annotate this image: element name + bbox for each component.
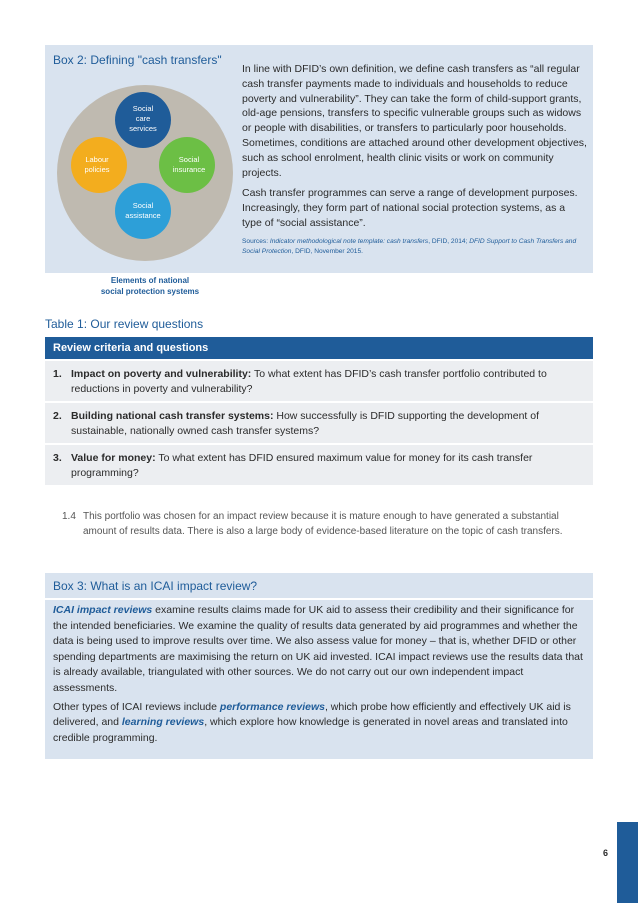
row-number: 1. [53,368,62,380]
node-care-line3: services [129,124,157,133]
row-criterion: Building national cash transfer systems: [71,410,274,422]
row-question: How successfully is DFID supporting the development of sustainable, nationally owned cash transfer systems? [71,410,540,437]
paragraph-number: 1.4 [62,511,76,522]
page-number: 6 [603,848,609,858]
diagram-caption-line1: Elements of national [110,276,190,285]
table-header: Review criteria and questions [45,337,593,359]
box2-paragraph-1: In line with DFID’s own definition, we define cash transfers as “all regular cash transfer payments made to individuals and households to reduce poverty and vulnerability”. They can take the form of child-support grants, old-age pensions, transfers to specific vulnerable groups such as widows or people with disabilities, or transfers to particularly poor households. Sometimes, conditions are attached around other development objectives, such as school enrolment, health clinic visits or work on community projects. [242,63,587,179]
social-protection-diagram [55,73,245,296]
node-care-line2: care [135,114,151,123]
sources-title-1: Indicator methodological note template: cash transfers [269,237,429,245]
row-question: To what extent has DFID ensured maximum value for money for its cash transfer programming? [71,452,533,479]
box2-body [242,62,587,263]
table1-title: Table 1: Our review questions [45,317,204,331]
box3-divider [45,598,593,600]
sources-mid: , DFID, 2014; [428,237,470,245]
box3-body [53,603,588,749]
paragraph-text: This portfolio was chosen for an impact review because it is mature enough to have generated a substantial amount of results data. There is also a large body of evidence-based literature on the topic of cash transfers. [83,511,563,537]
table-row [45,359,593,401]
sources-prefix: Sources: [242,237,270,245]
node-assistance-line1: Social [132,201,154,210]
paragraph-1-4 [62,509,590,539]
page-side-tab [617,822,638,903]
box3-icai-impact-review [45,573,593,759]
node-care-line1: Social [132,104,154,113]
row-question: To what extent has DFID’s cash transfer portfolio contributed to reductions in poverty and vulnerability? [71,368,547,395]
table-row [45,401,593,443]
box3-p2-b: , which probe how efficiently and effectively UK aid is delivered, and [53,700,571,729]
term-learning-reviews: learning reviews [121,716,205,729]
table-row [45,443,593,485]
box2-title: Box 2: Defining "cash transfers" [53,53,222,67]
diagram-svg [55,73,245,273]
box3-paragraph-1 [53,603,588,697]
box3-paragraph-2 [53,700,588,747]
row-criterion: Value for money: [71,452,156,464]
box2-sources [242,237,587,257]
box2-paragraph-2: Cash transfer programmes can serve a range of development purposes. Increasingly, they form part of national social protection systems, as a type of “social assistance”. [242,187,578,229]
term-performance-reviews: performance reviews [219,700,325,713]
box2-defining-cash-transfers [45,45,593,296]
node-insurance-line2: insurance [172,165,206,174]
row-criterion: Impact on poverty and vulnerability: [71,368,252,380]
diagram-caption-line2: social protection systems [100,287,200,296]
node-insurance-line1: Social [178,155,200,164]
box3-title: Box 3: What is an ICAI impact review? [53,579,258,593]
node-labour-line1: Labour [85,155,109,164]
node-labour-line2: policies [84,165,110,174]
term-icai-impact-reviews: ICAI impact reviews [53,604,153,616]
box3-p1-text: examine results claims made for UK aid to assess their credibility and their significance for the intended beneficiaries. We examine the quality of results data generated by aid programmes and whether the data is being used to improve results over time. We also assess value for money – that is, whether DFID or other spending departments are maximising the return on UK aid invested. ICAI impact reviews use the results data that is already available, triangulated with other sources. We do not carry out our own independent impact assessments. [53,604,583,694]
sources-suffix: , DFID, November 2015. [291,247,363,255]
box3-p2-c: , which explore how knowledge is generated in novel areas and translated into credible programming. [53,716,568,744]
node-assistance-line2: assistance [125,211,161,220]
row-number: 3. [53,452,62,464]
diagram-caption [55,275,245,297]
row-number: 2. [53,410,62,422]
review-questions-table [45,337,593,485]
sources-title-2: DFID Support to Cash Transfers and Social Protection [242,237,577,255]
box3-p2-a: Other types of ICAI reviews include [53,700,220,713]
